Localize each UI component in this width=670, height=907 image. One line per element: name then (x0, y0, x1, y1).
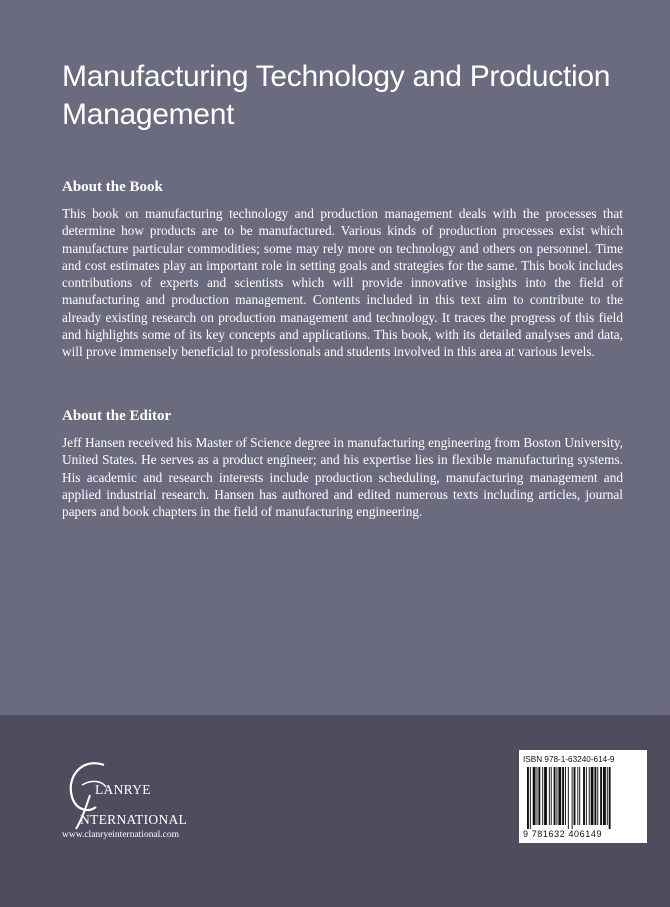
isbn-label: ISBN 978-1-63240-614-9 (523, 755, 615, 764)
barcode-box (519, 750, 647, 843)
about-book-heading: About the Book (62, 179, 163, 195)
publisher-logo-word-1: LANRYE (95, 782, 151, 797)
barcode-bars (523, 767, 643, 829)
barcode-digits: 9 781632 406149 (523, 829, 603, 839)
publisher-logo (62, 755, 242, 855)
about-book-text: This book on manufacturing technology and production management deals with the processes that determine how products are to be manufactured. Various kinds of production processes exist which manufacture particular commodities; some may rely more on technology and others on personnel. Time and cost estimates play an important role in setting goals and strategies for the same. This book includes contributions of experts and scientists which will provide innovative insights into the field of manufacturing and production management. Contents included in this text aim to contribute to the already existing research on production management and technology. It traces the progress of this field and highlights some of its key concepts and applications. This book, with its detailed analyses and data, will prove immensely beneficial to professionals and students involved in this area at various levels. (62, 206, 623, 360)
about-editor-text: Jeff Hansen received his Master of Science degree in manufacturing engineering from Boston University, United States. He serves as a product engineer; and his expertise lies in flexible manufacturing systems. His academic and research interests include production scheduling, manufacturing management and applied industrial research. Hansen has authored and edited numerous texts including articles, journal papers and book chapters in the field of manufacturing engineering. (62, 435, 623, 520)
about-editor-heading: About the Editor (62, 408, 172, 424)
publisher-url: www.clanryeinternational.com (62, 830, 180, 840)
book-title: Manufacturing Technology and Production Management (62, 60, 611, 131)
publisher-logo-word-2: NTERNATIONAL (80, 812, 188, 827)
